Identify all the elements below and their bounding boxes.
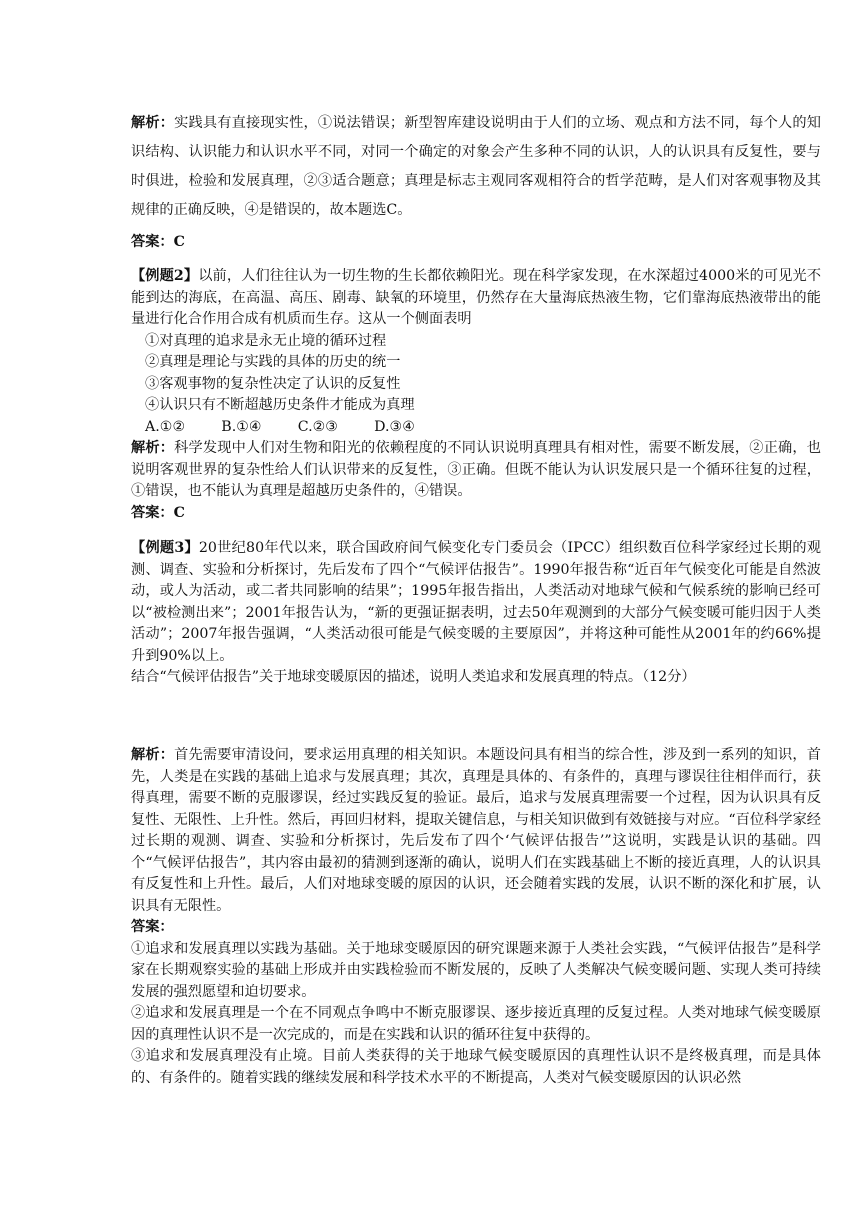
answer-value: C <box>173 234 185 250</box>
example-3-stem-text: 20世纪80年代以来，联合国政府间气候变化专门委员会（IPCC）组织数百位科学家经过长期的观测、调查、实验和分析探讨，先后发布了四个“气候评估报告”。1990年报告称“近百年气候变化可能是自然波动，或人为活动，或二者共同影响的结果”；1995年报告指出，人类活动对地球气候和气候系统的影响已经可以“被检测出来”；2001年报告认为，“新的更强证据表明，过去50年观测到的大部分气候变暖可能归因于人类活动”；2007年报告强调，“人类活动很可能是气候变暖的主要原因”，并将这种可能性从2001年的约66%提升到90%以上。 <box>131 540 821 664</box>
example-2-analysis <box>131 438 821 503</box>
answer-label: 答案： <box>131 919 174 935</box>
example-3-solution <box>131 745 821 1089</box>
option-1: ①对真理的追求是永无止境的循环过程 <box>145 332 387 349</box>
analysis-text: 科学发现中人们对生物和阳光的依赖程度的不同认识说明真理具有相对性，需要不断发展，②正确，也说明客观世界的复杂性给人们认识带来的反复性，③正确。但既不能认为认识发展只是一个循环往复的过程，①错误，也不能认为真理是超越历史条件的，④错误。 <box>131 440 821 499</box>
example-2-stem <box>131 266 821 331</box>
analysis-text: 首先需要审清设问，要求运用真理的相关知识。本题设问具有相当的综合性，涉及到一系列的知识，首先，人类是在实践的基础上追求与发展真理；其次，真理是具体的、有条件的，真理与谬误往往相伴而行，获得真理，需要不断的克服谬误，经过实践反复的验证。最后，追求与发展真理需要一个过程，因为认识具有反复性、无限性、上升性。然后，再回归材料，提取关键信息，与相关知识做到有效链接与对应。“百位科学家经过长期的观测、调查、实验和分析探讨，先后发布了四个‘气候评估报告’”这说明，实践是认识的基础。四个“气候评估报告”，其内容由最初的猜测到逐渐的确认，说明人们在实践基础上不断的接近真理，人的认识具有反复性和上升性。最后，人们对地球变暖的原因的认识，还会随着实践的发展，认识不断的深化和扩展，认识具有无限性。 <box>131 747 821 914</box>
analysis-text: 实践具有直接现实性，①说法错误；新型智库建设说明由于人们的立场、观点和方法不同，每个人的知识结构、认识能力和认识水平不同，对同一个确定的对象会产生多种不同的认识，人的认识具有反复性，要与时俱进，检验和发展真理，②③适合题意；真理是标志主观同客观相符合的哲学范畴，是人们对客观事物及其规律的正确反映，④是错误的，故本题选C。 <box>131 115 821 218</box>
example-2 <box>131 266 821 524</box>
analysis-block-1 <box>131 109 821 254</box>
analysis-label: 解析： <box>131 115 175 131</box>
option-3: ③客观事物的复杂性决定了认识的反复性 <box>145 375 401 392</box>
example-3-question: 结合“气候评估报告”关于地球变暖原因的描述，说明人类追求和发展真理的特点。（12分） <box>131 669 696 685</box>
answer-label: 答案： <box>131 504 174 521</box>
answer-label: 答案： <box>131 234 174 250</box>
example-2-label: 【例题2】 <box>131 268 199 284</box>
answer-value: C <box>173 504 185 521</box>
example-3-analysis <box>131 745 821 917</box>
choices-line: A.①② B.①④ C.②③ D.③④ <box>145 418 415 435</box>
option-4: ④认识只有不断超越历史条件才能成为真理 <box>145 397 415 413</box>
example-2-answer <box>131 503 821 525</box>
example-3-stem <box>131 538 821 667</box>
answer-line <box>131 231 821 254</box>
answer-point-3: ③追求和发展真理没有止境。目前人类获得的关于地球气候变暖原因的真理性认识不是终极真理，而是具体的、有条件的。随着实践的继续发展和科学技术水平的不断提高，人类对气候变暖原因的认识必然 <box>131 1048 821 1086</box>
answer-point-2: ②追求和发展真理是一个在不同观点争鸣中不断克服谬误、逐步接近真理的反复过程。人类对地球气候变暖原因的真理性认识不是一次完成的，而是在实践和认识的循环往复中获得的。 <box>131 1005 821 1043</box>
example-2-stem-text: 以前，人们往往认为一切生物的生长都依赖阳光。现在科学家发现，在水深超过4000米的可见光不能到达的海底，在高温、高压、剧毒、缺氧的环境里，仍然存在大量海底热液生物，它们靠海底热液带出的能量进行化合作用合成有机质而生存。这从一个侧面表明 <box>131 268 822 327</box>
analysis-paragraph <box>131 109 821 225</box>
example-3 <box>131 538 821 689</box>
example-3-answer-label <box>131 917 821 939</box>
analysis-label: 解析： <box>131 440 175 456</box>
option-2: ②真理是理论与实践的具体的历史的统一 <box>145 354 401 370</box>
example-3-label: 【例题3】 <box>131 540 199 556</box>
analysis-label: 解析： <box>131 747 175 763</box>
answer-point-1: ①追求和发展真理以实践为基础。关于地球变暖原因的研究课题来源于人类社会实践，“气候评估报告”是科学家在长期观察实验的基础上形成并由实践检验而不断发展的，反映了人类解决气候变暖问题、实现人类可持续发展的强烈愿望和迫切要求。 <box>131 940 821 1000</box>
